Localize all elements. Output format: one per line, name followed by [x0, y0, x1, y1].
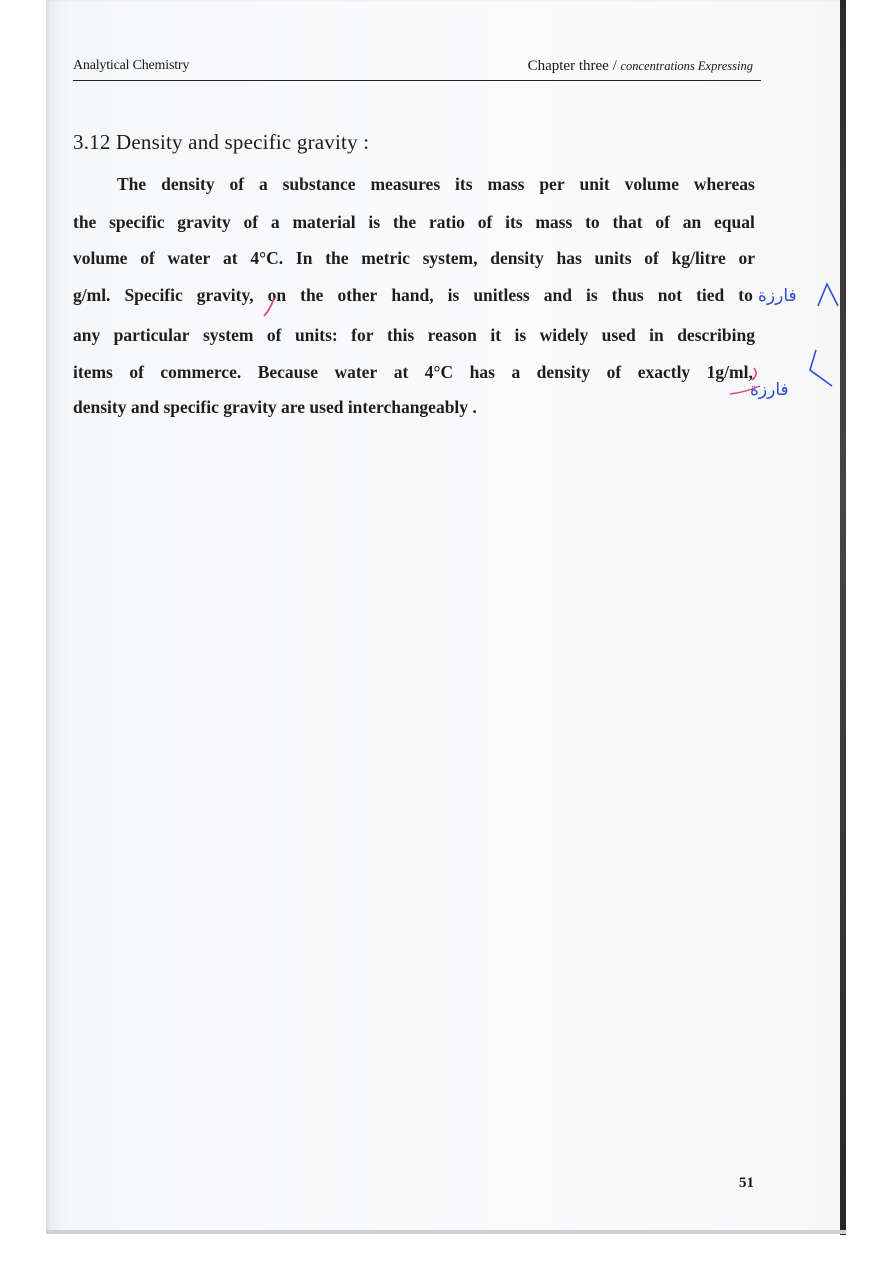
word: 1g/ml, — [706, 362, 753, 382]
word: a — [258, 174, 268, 194]
word: of — [655, 212, 670, 232]
word: to — [738, 285, 753, 305]
word: volume — [73, 248, 128, 268]
word: is — [585, 285, 598, 305]
word: widely — [539, 325, 589, 345]
word: is — [368, 212, 381, 232]
word: the — [325, 248, 349, 268]
paragraph-line — [117, 174, 755, 195]
word: not — [657, 285, 683, 305]
word: in — [649, 325, 664, 345]
word: is — [514, 325, 527, 345]
word: the — [73, 212, 97, 232]
section-heading: 3.12 Density and specific gravity : — [73, 130, 370, 154]
handwritten-caret-icon — [814, 280, 842, 310]
word: of — [129, 362, 144, 382]
word: system, — [422, 248, 478, 268]
word: reason — [427, 325, 477, 345]
word: its — [455, 174, 473, 194]
word: water — [167, 248, 211, 268]
word: substance — [282, 174, 356, 194]
word: of — [140, 248, 155, 268]
word: metric — [361, 248, 410, 268]
paragraph-line — [73, 285, 753, 306]
word: of — [266, 325, 282, 345]
word: it — [490, 325, 502, 345]
pen-comma-mark-icon — [726, 364, 768, 402]
word: density — [536, 362, 591, 382]
word: unit — [579, 174, 610, 194]
word: of — [644, 248, 659, 268]
word: units: — [294, 325, 338, 345]
header-chapter — [528, 58, 753, 75]
word: or — [738, 248, 755, 268]
word: used — [601, 325, 636, 345]
word: a — [511, 362, 521, 382]
word: density — [161, 174, 215, 194]
word: other — [337, 285, 378, 305]
handwritten-note: فارزة — [758, 286, 797, 306]
word: has — [556, 248, 582, 268]
word: of — [229, 174, 245, 194]
word: 4°C — [424, 362, 454, 382]
word: commerce. — [160, 362, 242, 382]
word: that — [612, 212, 643, 232]
pen-comma-mark-icon — [262, 296, 280, 318]
paragraph-line: density and specific gravity are used interchangeably . — [73, 397, 477, 417]
header-book-title: Analytical Chemistry — [73, 58, 190, 73]
word: material — [292, 212, 356, 232]
word: at — [393, 362, 409, 382]
header-chapter-label: Chapter three — [527, 58, 609, 74]
word: of — [606, 362, 622, 382]
word: equal — [714, 212, 755, 232]
word: g/ml. — [73, 285, 111, 305]
page-bottom-edge — [46, 1230, 846, 1234]
word: whereas — [693, 174, 755, 194]
paragraph-line — [73, 362, 753, 383]
page-number: 51 — [739, 1175, 754, 1191]
word: tied — [696, 285, 725, 305]
word: specific — [109, 212, 165, 232]
header-chapter-subtitle: concentrations Expressing — [620, 59, 753, 73]
word: units — [594, 248, 632, 268]
word: system — [202, 325, 254, 345]
page-edge-shadow — [840, 0, 846, 1235]
word: a — [270, 212, 280, 232]
word: on — [267, 285, 287, 305]
word: measures — [370, 174, 441, 194]
word: thus — [611, 285, 644, 305]
word: mass — [535, 212, 573, 232]
word: particular — [113, 325, 190, 345]
word: the — [392, 212, 417, 232]
word: volume — [624, 174, 680, 194]
word: any — [73, 325, 101, 345]
word: water — [334, 362, 378, 382]
handwritten-note: فارزة — [750, 380, 789, 400]
word: In — [295, 248, 313, 268]
word: ratio — [428, 212, 465, 232]
word: density — [490, 248, 544, 268]
word: hand, — [391, 285, 434, 305]
word: exactly — [637, 362, 691, 382]
word: mass — [487, 174, 525, 194]
word: 4°C. — [250, 248, 284, 268]
word: of — [477, 212, 493, 232]
paragraph-line — [73, 248, 755, 269]
handwritten-caret-icon — [806, 346, 836, 390]
running-header — [73, 56, 761, 81]
word: at — [223, 248, 238, 268]
paragraph-line — [73, 325, 755, 346]
word: for — [351, 325, 374, 345]
word: gravity, — [196, 285, 254, 305]
word: its — [505, 212, 523, 232]
word: has — [469, 362, 495, 382]
word: The — [117, 174, 147, 194]
word: per — [539, 174, 565, 194]
word: describing — [677, 325, 755, 345]
word: Specific — [124, 285, 183, 305]
word: unitless — [473, 285, 530, 305]
word: the — [300, 285, 324, 305]
word: of — [243, 212, 259, 232]
word: items — [73, 362, 113, 382]
word: and — [543, 285, 572, 305]
word: kg/litre — [671, 248, 726, 268]
word: gravity — [177, 212, 231, 232]
word: to — [585, 212, 600, 232]
paragraph-line — [73, 212, 755, 233]
word: this — [386, 325, 415, 345]
word: an — [682, 212, 702, 232]
header-separator: / — [608, 58, 621, 74]
word: is — [447, 285, 460, 305]
word: Because — [257, 362, 318, 382]
